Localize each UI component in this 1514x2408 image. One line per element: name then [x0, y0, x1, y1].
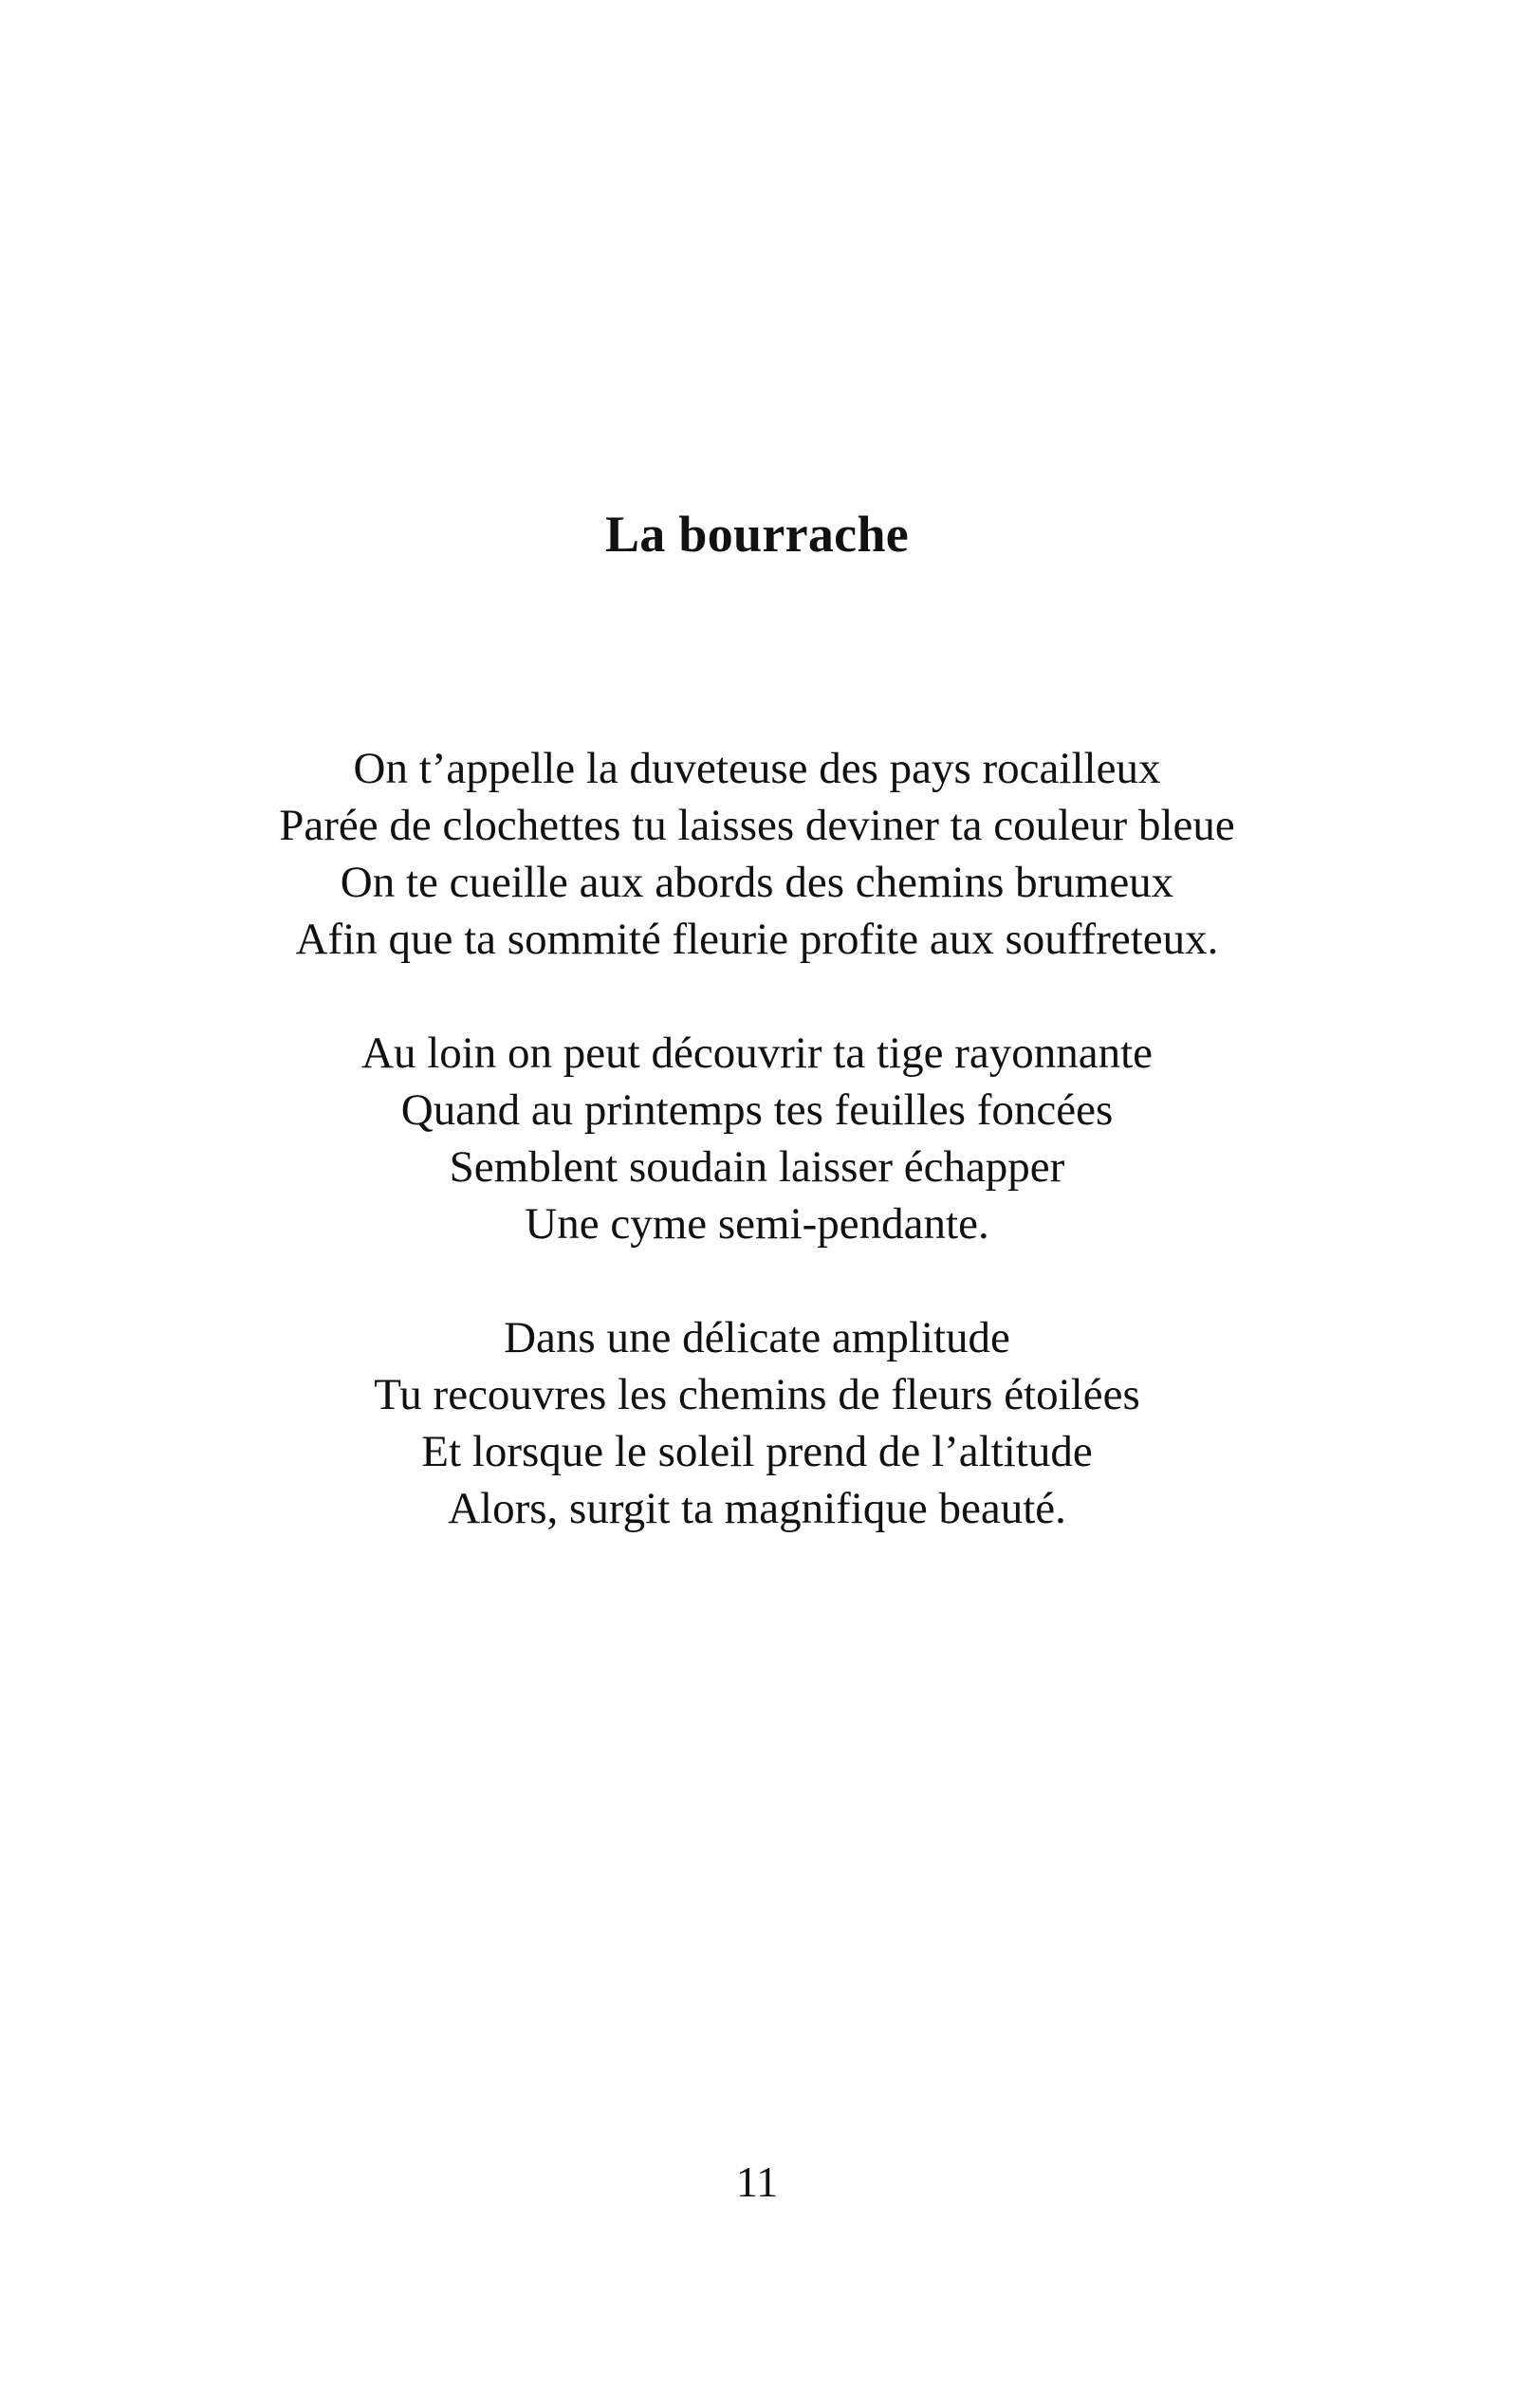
verse-line: Au loin on peut découvrir ta tige rayonnante — [361, 1028, 1153, 1078]
verse-line: Semblent soudain laisser échapper — [449, 1142, 1065, 1192]
poem-body — [0, 740, 1514, 1594]
verse-line: Dans une délicate amplitude — [504, 1313, 1010, 1362]
verse-line: Alors, surgit ta magnifique beauté. — [448, 1484, 1066, 1533]
verse-line: Quand au printemps tes feuilles foncées — [400, 1085, 1114, 1135]
verse-line: Afin que ta sommité fleurie profite aux souffreteux. — [295, 915, 1219, 964]
verse-line: On te cueille aux abords des chemins brumeux — [340, 858, 1174, 907]
page-number: 11 — [735, 2158, 779, 2206]
stanza-2 — [0, 1025, 1514, 1252]
verse-line: Parée de clochettes tu laisses deviner ta couleur bleue — [279, 801, 1235, 850]
verse-line: Tu recouvres les chemins de fleurs étoilées — [374, 1370, 1140, 1419]
verse-line: On t’appelle la duveteuse des pays rocailleux — [353, 744, 1161, 793]
stanza-3 — [0, 1309, 1514, 1537]
poem-title: La bourrache — [604, 506, 910, 563]
stanza-1 — [0, 740, 1514, 968]
verse-line: Une cyme semi-pendante. — [525, 1199, 989, 1249]
verse-line: Et lorsque le soleil prend de l’altitude — [421, 1427, 1093, 1476]
